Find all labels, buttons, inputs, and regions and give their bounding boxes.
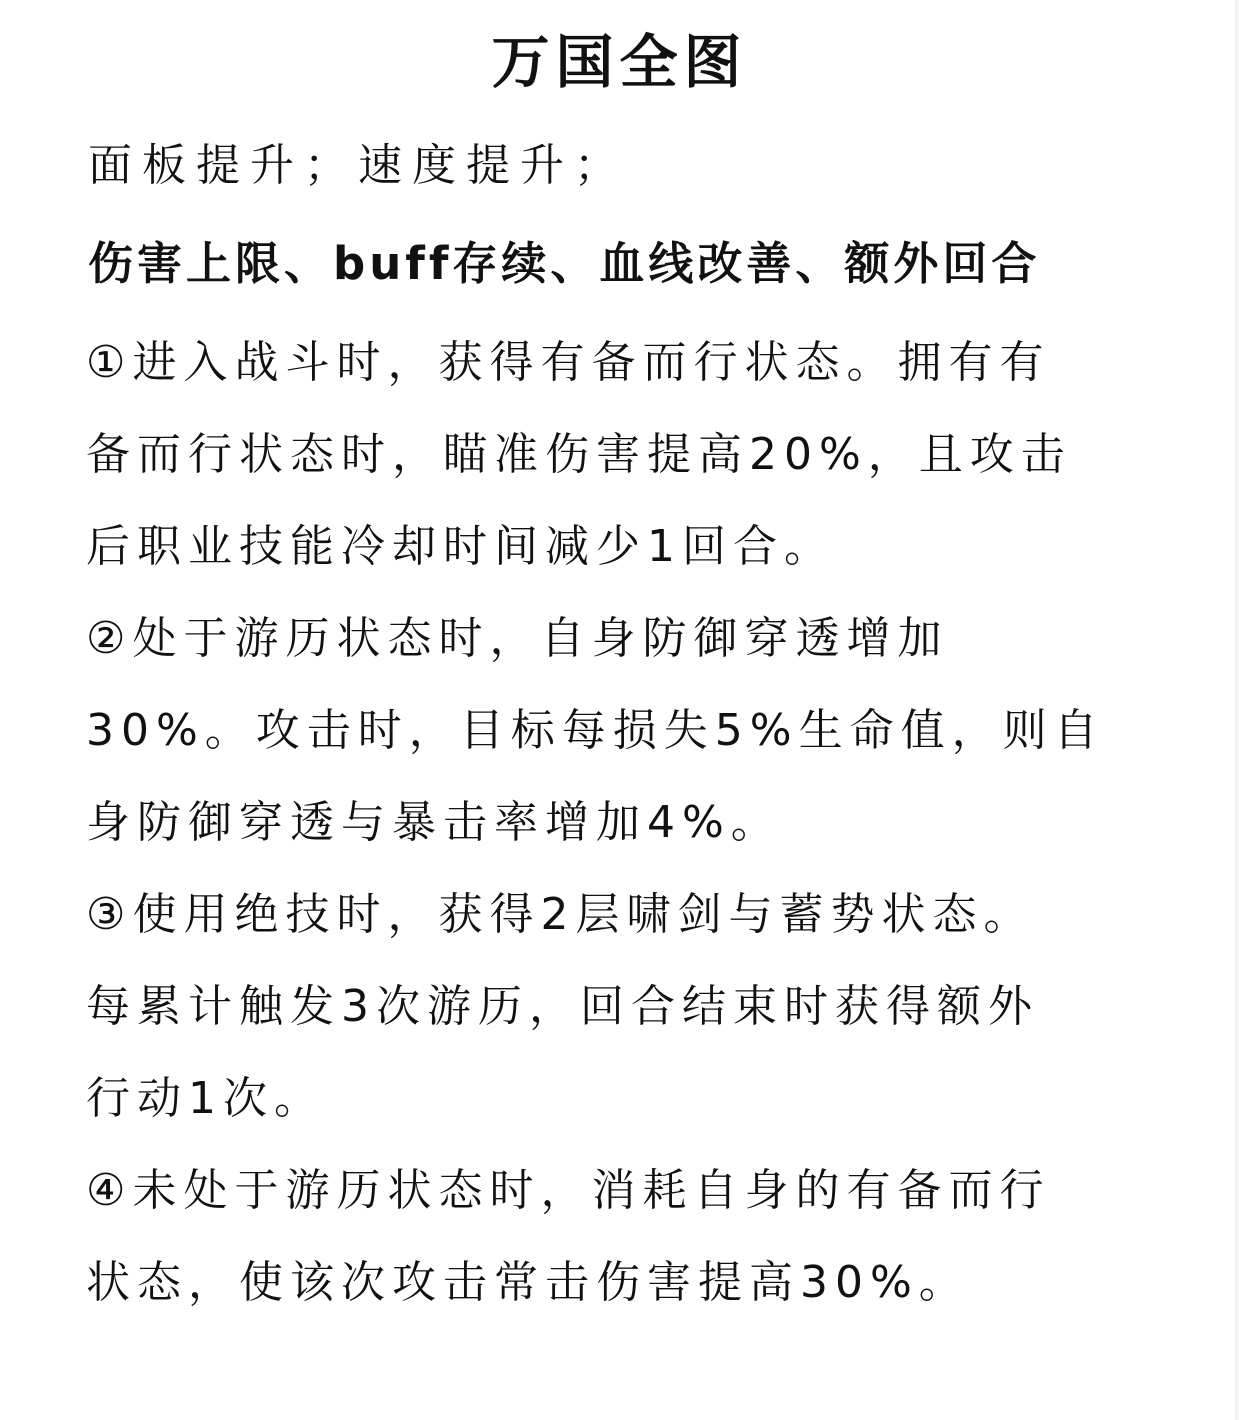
text-line: 备而行状态时，瞄准伤害提高20%，且攻击 (86, 429, 1072, 480)
subtitle: 面板提升；速度提升； (88, 140, 628, 191)
text-line: 每累计触发3次游历，回合结束时获得额外 (86, 981, 1039, 1032)
text-line: 行动1次。 (86, 1073, 325, 1124)
text-line: 30%。攻击时，目标每损失5%生命值，则自 (86, 705, 1105, 756)
text-line: 状态，使该次攻击常击伤害提高30%。 (86, 1257, 970, 1308)
text-line: ②处于游历状态时，自身防御穿透增加 (86, 613, 949, 664)
tag-line: 伤害上限、buff存续、血线改善、额外回合 (88, 237, 1041, 290)
text-line: ①进入战斗时，获得有备而行状态。拥有有 (86, 337, 1051, 388)
text-line: ③使用绝技时，获得2层啸剑与蓄势状态。 (86, 889, 1035, 940)
scrollbar-track[interactable] (1235, 0, 1239, 1420)
text-line: 后职业技能冷却时间减少1回合。 (86, 521, 835, 572)
text-line: ④未处于游历状态时，消耗自身的有备而行 (86, 1165, 1051, 1216)
effect-description (86, 328, 1166, 1340)
text-line: 身防御穿透与暴击率增加4%。 (86, 797, 782, 848)
page-title: 万国全图 (491, 28, 748, 96)
